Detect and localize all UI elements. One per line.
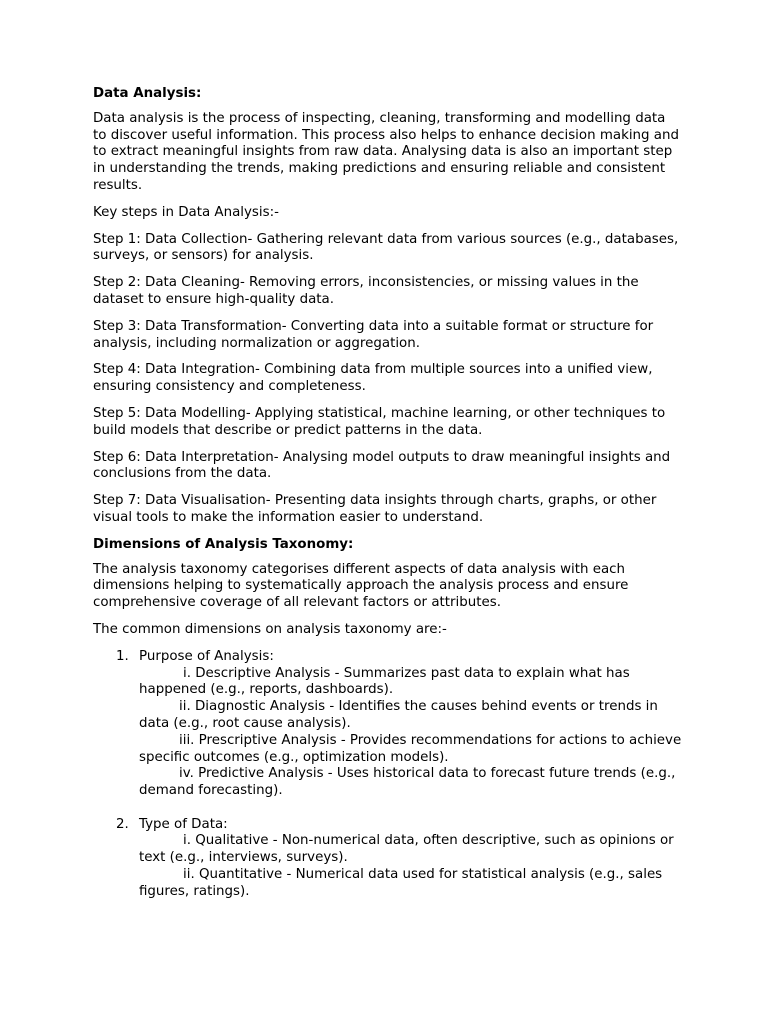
sub-item-text: ii. Quantitative - Numerical data used for statistical analysis (e.g., sales figures, ratings). <box>139 867 663 899</box>
sub-item-text: i. Descriptive Analysis - Summarizes past data to explain what has happened (e.g., reports, dashboards). <box>139 665 630 698</box>
sub-item <box>139 733 683 767</box>
sub-item-text: iv. Predictive Analysis - Uses historical data to forecast future trends (e.g., demand forecasting). <box>139 766 676 799</box>
sub-item <box>139 833 683 867</box>
step-paragraph: Step 5: Data Modelling- Applying statistical, machine learning, or other techniques to build models that describe or predict patterns in the data. <box>93 405 666 438</box>
list-item <box>93 817 683 901</box>
dimension-title: Purpose of Analysis: <box>139 648 274 664</box>
document-page <box>93 86 683 917</box>
step-paragraph: Step 2: Data Cleaning- Removing errors, inconsistencies, or missing values in the dataset to ensure high-quality data. <box>93 275 639 307</box>
sub-item-text: ii. Diagnostic Analysis - Identifies the causes behind events or trends in data (e.g., root cause analysis). <box>139 699 658 731</box>
step-paragraph: Step 1: Data Collection- Gathering relevant data from various sources (e.g., databases, surveys, or sensors) for analysis. <box>93 231 679 264</box>
sub-item <box>139 666 683 700</box>
step-paragraph: Step 6: Data Interpretation- Analysing model outputs to draw meaningful insights and conclusions from the data. <box>93 449 671 482</box>
key-steps-label: Key steps in Data Analysis:- <box>93 204 279 220</box>
dimensions-list <box>93 649 683 901</box>
intro-paragraph: Data analysis is the process of inspecting, cleaning, transforming and modelling data to discover useful information. This process also helps to enhance decision making and to extract meaningful insights from raw data. Analysing data is also an important step in understanding the trends, making predictions and ensuring reliable and consistent results. <box>93 110 679 193</box>
sub-item-text: i. Qualitative - Non-numerical data, often descriptive, such as opinions or text (e.g., interviews, surveys). <box>139 833 674 866</box>
step-paragraph: Step 3: Data Transformation- Converting data into a suitable format or structure for analysis, including normalization or aggregation. <box>93 318 654 351</box>
dimension-title: Type of Data: <box>139 816 228 832</box>
list-number: 1. <box>116 648 129 664</box>
list-number: 2. <box>116 816 129 832</box>
section-heading-taxonomy: Dimensions of Analysis Taxonomy: <box>93 536 354 552</box>
sub-item <box>139 766 683 800</box>
section-heading-data-analysis: Data Analysis: <box>93 86 202 101</box>
taxonomy-intro-paragraph: The analysis taxonomy categorises different aspects of data analysis with each dimensions helping to systematically approach the analysis process and ensure comprehensive coverage of all relevant factors or attributes. <box>93 561 629 611</box>
step-paragraph: Step 7: Data Visualisation- Presenting data insights through charts, graphs, or other visual tools to make the information easier to understand. <box>93 493 657 525</box>
sub-item-text: iii. Prescriptive Analysis - Provides recommendations for actions to achieve specific outcomes (e.g., optimization models). <box>139 732 682 765</box>
sub-item <box>139 699 683 733</box>
step-paragraph: Step 4: Data Integration- Combining data from multiple sources into a unified view, ensuring consistency and completeness. <box>93 362 653 395</box>
common-dimensions-label: The common dimensions on analysis taxonomy are:- <box>93 621 447 637</box>
list-item <box>93 649 683 800</box>
sub-item <box>139 867 683 901</box>
